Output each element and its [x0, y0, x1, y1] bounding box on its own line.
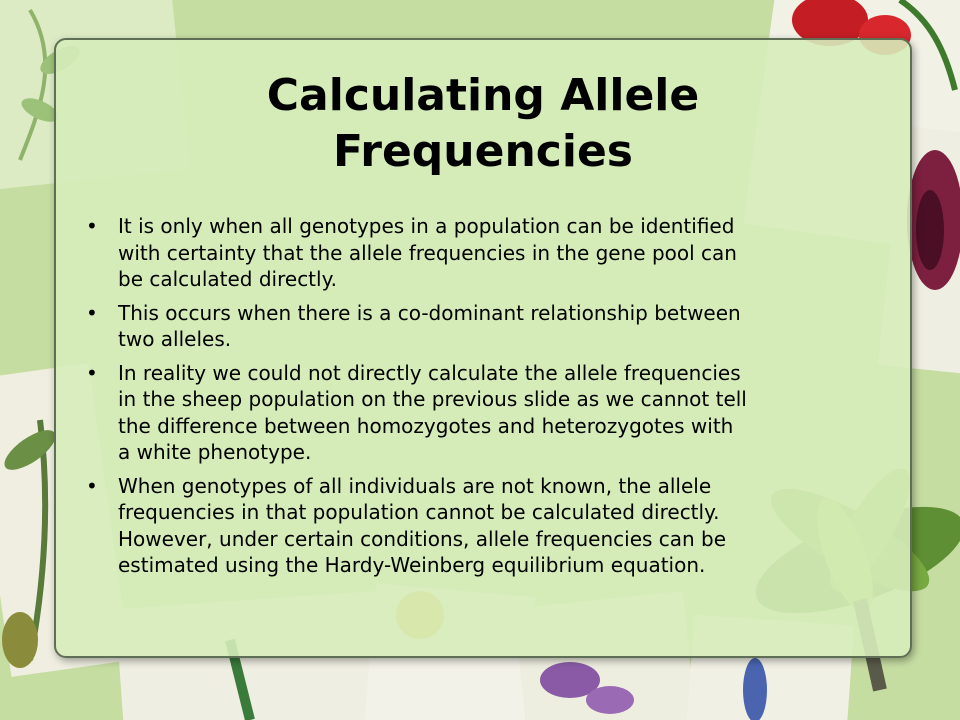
- bullet-line: a white phenotype.: [118, 440, 312, 464]
- bullet-line: the difference between homozygotes and heterozygotes with: [118, 413, 734, 438]
- bullet-line: with certainty that the allele frequencies in the gene pool can: [118, 240, 737, 265]
- bullet-line: When genotypes of all individuals are not known, the allele: [118, 473, 712, 498]
- bullet-list: [84, 213, 884, 586]
- bullet-line: estimated using the Hardy-Weinberg equilibrium equation.: [118, 553, 706, 577]
- bullet-item: [84, 213, 884, 293]
- slide-title-line: Frequencies: [333, 126, 633, 177]
- bullet-icon: •: [86, 300, 98, 325]
- bullet-item: [84, 360, 884, 466]
- bullet-line: This occurs when there is a co-dominant relationship between: [118, 300, 741, 325]
- bullet-icon: •: [86, 360, 98, 385]
- bullet-line: in the sheep population on the previous slide as we cannot tell: [118, 387, 747, 411]
- bullet-item: [84, 473, 884, 579]
- bullet-icon: •: [86, 473, 98, 498]
- bullet-line: However, under certain conditions, allele frequencies can be: [118, 526, 727, 551]
- slide-title-line: Calculating Allele: [266, 70, 700, 121]
- slide-title: [54, 68, 912, 180]
- bullet-line: be calculated directly.: [118, 267, 337, 291]
- bullet-item: [84, 300, 884, 353]
- bullet-line: frequencies in that population cannot be calculated directly.: [118, 500, 720, 524]
- bullet-line: In reality we could not directly calculate the allele frequencies: [118, 360, 741, 385]
- bullet-line: two alleles.: [118, 327, 232, 351]
- bullet-line: It is only when all genotypes in a population can be identified: [118, 214, 735, 238]
- bullet-icon: •: [86, 214, 98, 238]
